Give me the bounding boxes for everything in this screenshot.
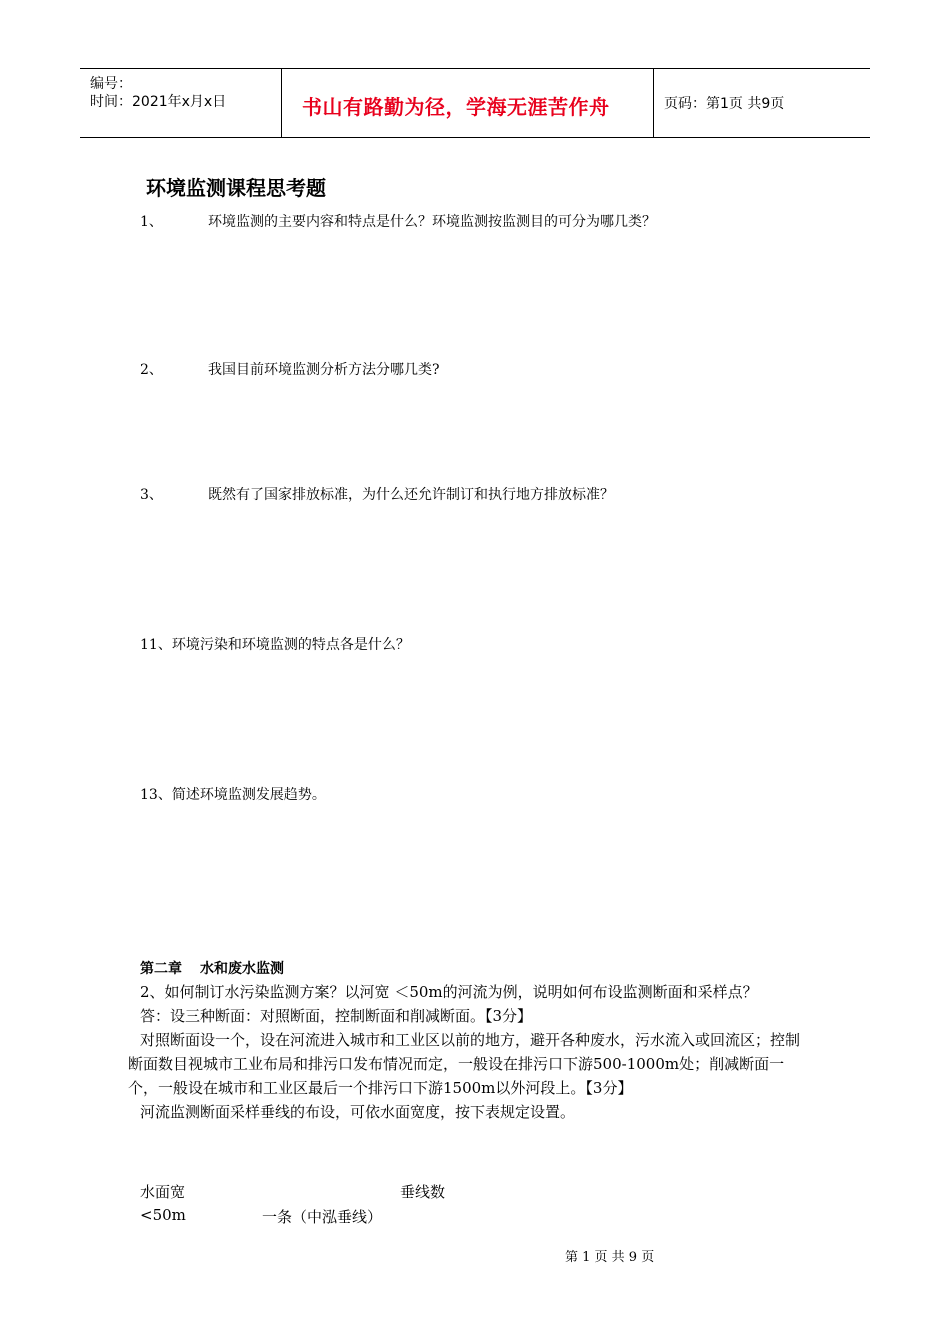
number-label: 编号： — [90, 76, 132, 92]
document-title: 环境监测课程思考题 — [146, 176, 326, 200]
chapter-name: 水和废水监测 — [200, 961, 284, 977]
question-11 — [140, 634, 410, 654]
question-2 — [140, 359, 440, 379]
question-3 — [140, 484, 614, 504]
rule-paragraph: 河流监测断面采样垂线的布设，可依水面宽度，按下表规定设置。 — [140, 1103, 576, 1121]
question-2-paragraph: 2、如何制订水污染监测方案？以河宽 ＜50m的河流为例，说明如何布设监测断面和采样点？ — [140, 983, 758, 1001]
question-text: 13、简述环境监测发展趋势。 — [140, 787, 326, 803]
page-header — [80, 68, 870, 138]
answer-paragraph: 答：设三种断面：对照断面，控制断面和削减断面。【3分】 — [140, 1007, 533, 1025]
chapter-label: 第二章 — [140, 961, 182, 977]
table-cell-width: <50m — [140, 1206, 186, 1224]
motto-text: 书山有路勤为径，学海无涯苦作舟 — [302, 95, 610, 119]
header-page-cell — [654, 69, 870, 137]
page-footer: 第 1 页 共 9 页 — [565, 1250, 655, 1265]
question-text: 环境监测的主要内容和特点是什么？环境监测按监测目的可分为哪几类？ — [208, 214, 656, 230]
time-label: 时间：2021年x月x日 — [90, 94, 227, 110]
table-header-col2: 垂线数 — [400, 1183, 446, 1201]
detail-paragraph: 对照断面设一个，设在河流进入城市和工业区以前的地方，避开各种废水，污水流入或回流区；控制断面数目视城市工业布局和排污口发布情况而定，一般设在排污口下游500-1000m处；削减断面一个，一般设在城市和工业区最后一个排污口下游1500m以外河段上。【3分】 — [128, 1031, 801, 1097]
header-motto-cell — [282, 69, 654, 137]
question-text: 11、环境污染和环境监测的特点各是什么？ — [140, 637, 410, 653]
question-text: 我国目前环境监测分析方法分哪几类? — [208, 362, 440, 378]
chapter-heading — [140, 958, 284, 978]
page-code: 页码：第1页 共9页 — [664, 96, 785, 112]
question-number: 1、 — [140, 214, 163, 230]
question-number: 2、 — [140, 362, 163, 378]
question-13 — [140, 784, 326, 804]
question-text: 既然有了国家排放标准，为什么还允许制订和执行地方排放标准？ — [208, 487, 614, 503]
header-info-cell — [80, 69, 282, 137]
table-cell-count: 一条（中泓垂线） — [262, 1208, 383, 1226]
content-block — [128, 980, 808, 1124]
table-header-col1: 水面宽 — [140, 1183, 186, 1201]
question-1 — [140, 211, 656, 231]
question-number: 3、 — [140, 487, 163, 503]
